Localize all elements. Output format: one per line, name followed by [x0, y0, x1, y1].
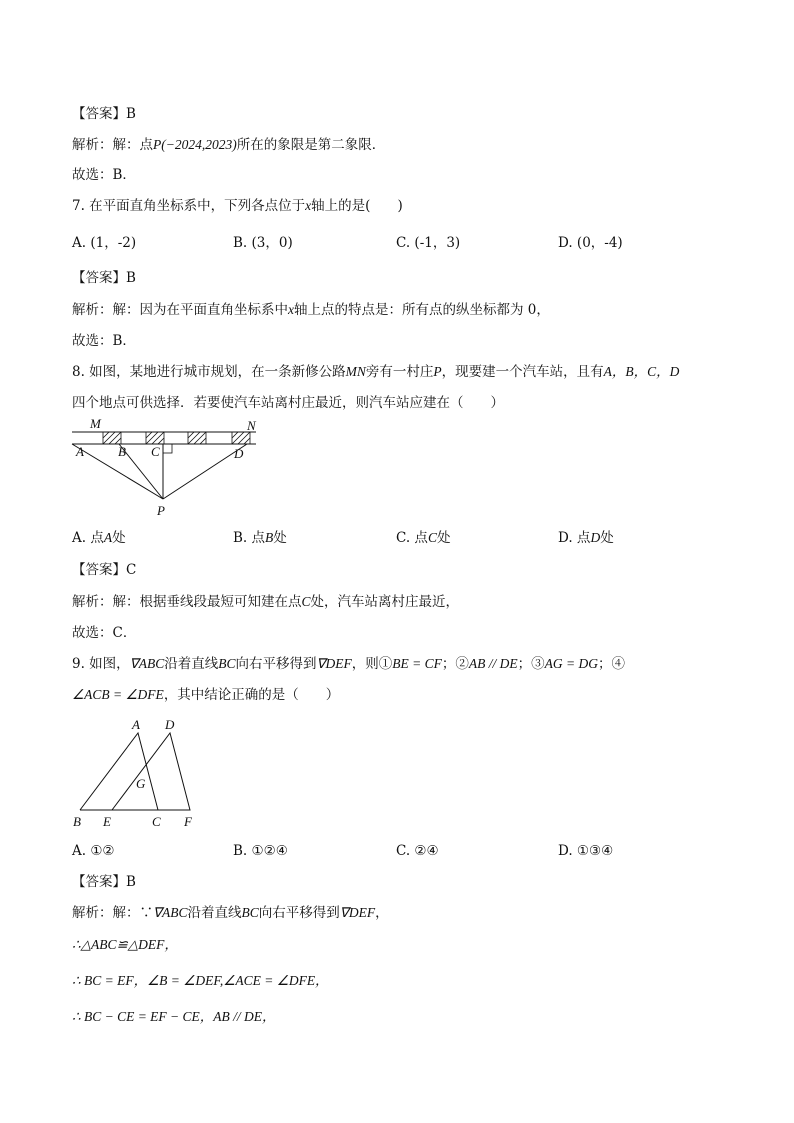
q9-option-c[interactable]: C. ②④ [396, 843, 439, 859]
q7-analysis: 解析：解：因为在平面直角坐标系中x轴上点的特点是：所有点的纵坐标都为 0， [72, 302, 550, 318]
q9-analysis-line1: 解析：解：∵∇ABC沿着直线BC向右平移得到∇DEF， [72, 905, 389, 921]
q9-option-d[interactable]: D. ①③④ [558, 843, 614, 859]
label-m: M [90, 416, 101, 431]
q9-option-a[interactable]: A. ①② [72, 843, 115, 859]
triangle-abc [80, 733, 158, 810]
q9-analysis-line4: ∴ BC − CE = EF − CE，AB // DE， [72, 1009, 276, 1024]
q9-figure [66, 712, 216, 830]
q6-answer: 【答案】B [72, 106, 136, 122]
q7-stem: 7. 在平面直角坐标系中，下列各点位于x轴上的是( ) [72, 198, 403, 214]
q7-option-a[interactable]: A. (1，-2) [72, 235, 137, 251]
q8-analysis: 解析：解：根据垂线段最短可知建在点C处，汽车站离村庄最近， [72, 594, 460, 610]
label-g: G [136, 776, 146, 791]
q8-figure [66, 416, 276, 522]
triangle-def [112, 733, 190, 810]
label-a: A [76, 444, 84, 459]
label-b: B [73, 814, 81, 829]
q9-stem-line1: 9. 如图，∇ABC沿着直线BC向右平移得到∇DEF，则①BE = CF；②AB // DE；③AG = DG；④ [72, 656, 625, 672]
hatch-blocks [103, 432, 250, 444]
q8-stem-line1: 8. 如图，某地进行城市规划，在一条新修公路MN旁有一村庄P，现要建一个汽车站，且有A，B，C，D [72, 364, 680, 380]
label-f: F [184, 814, 192, 829]
q8-choose: 故选：C． [72, 625, 137, 641]
label-c: C [152, 814, 161, 829]
q9-analysis-line2: ∴△ABC≌△DEF， [72, 937, 178, 952]
label-d: D [234, 446, 244, 461]
label-c: C [151, 444, 160, 459]
q8-option-a[interactable]: A. 点A处 [72, 530, 126, 546]
label-d: D [165, 717, 175, 732]
label-p: P [157, 503, 165, 518]
q7-answer: 【答案】B [72, 270, 136, 286]
q7-option-c[interactable]: C. (-1，3) [396, 235, 461, 251]
label-n: N [247, 418, 256, 433]
label-e: E [103, 814, 111, 829]
q8-option-d[interactable]: D. 点D处 [558, 530, 614, 546]
q9-answer: 【答案】B [72, 874, 136, 890]
right-angle-mark [163, 444, 172, 453]
q7-option-d[interactable]: D. (0，-4) [558, 235, 623, 251]
q6-analysis: 解析：解：点P(−2024,2023)所在的象限是第二象限． [72, 137, 386, 153]
q9-analysis-line3: ∴ BC = EF，∠B = ∠DEF,∠ACE = ∠DFE， [72, 973, 329, 988]
q7-option-b[interactable]: B. (3，0) [233, 235, 293, 251]
q8-option-c[interactable]: C. 点C处 [396, 530, 451, 546]
q8-option-b[interactable]: B. 点B处 [233, 530, 287, 546]
q8-answer: 【答案】C [72, 562, 137, 578]
q8-stem-line2: 四个地点可供选择．若要使汽车站离村庄最近，则汽车站应建在（ ） [72, 395, 504, 411]
q9-option-b[interactable]: B. ①②④ [233, 843, 288, 859]
q9-stem-line2: ∠ACB = ∠DFE，其中结论正确的是（ ） [72, 687, 340, 703]
q6-choose: 故选：B． [72, 167, 136, 183]
q7-choose: 故选：B． [72, 333, 136, 349]
label-b: B [118, 444, 126, 459]
label-a: A [132, 717, 140, 732]
